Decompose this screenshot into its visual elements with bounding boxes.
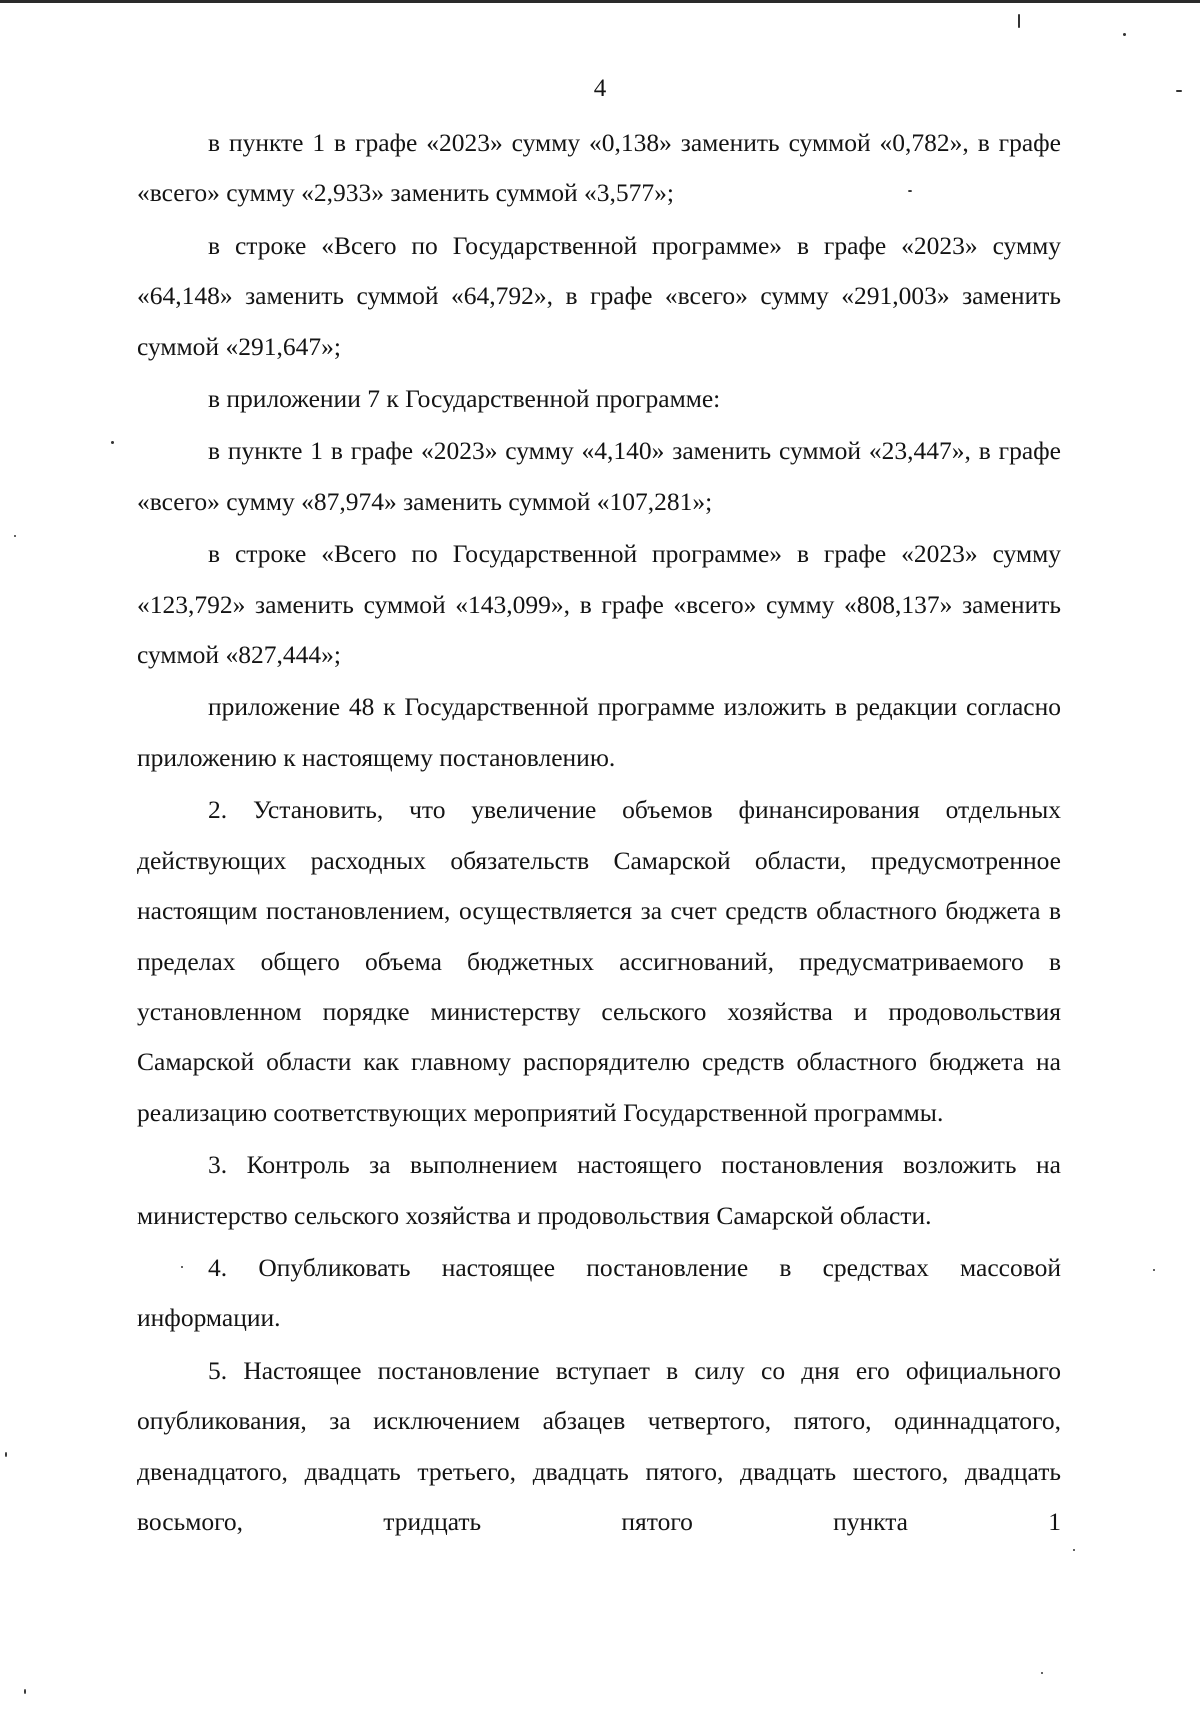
scan-speck: [1176, 90, 1182, 92]
scan-speck: [14, 535, 16, 537]
paragraph: в строке «Всего по Государственной программе» в графе «2023» сумму «123,792» заменить суммой «143,099», в графе «всего» сумму «808,137» заменить суммой «827,444»;: [137, 539, 1061, 670]
scan-speck: [908, 190, 912, 192]
scan-speck: [1153, 1269, 1155, 1271]
scan-speck: [5, 1452, 7, 1457]
scan-speck: [1041, 1672, 1043, 1674]
scan-speck: [181, 1266, 183, 1268]
scan-top-edge: [0, 0, 1200, 3]
paragraph: в приложении 7 к Государственной программе:: [208, 384, 721, 414]
paragraph: 3. Контроль за выполнением настоящего постановления возложить на министерство сельского хозяйства и продовольствия Самарской области.: [137, 1150, 1061, 1230]
paragraph: в пункте 1 в графе «2023» сумму «0,138» заменить суммой «0,782», в графе «всего» сумму «2,933» заменить суммой «3,577»;: [137, 128, 1061, 208]
scan-speck: [24, 1689, 26, 1694]
paragraph: приложение 48 к Государственной программе изложить в редакции согласно приложению к настоящему постановлению.: [137, 692, 1061, 772]
scan-speck: [111, 441, 114, 444]
paragraph: 2. Установить, что увеличение объемов финансирования отдельных действующих расходных обязательств Самарской области, предусмотренное настоящим постановлением, осуществляется за счет средств областного бюджета в пределах общего объема бюджетных ассигнований, предусматриваемого в установленном порядке министерству сельского хозяйства и продовольствия Самарской области как главному распорядителю средств областного бюджета на реализацию соответствующих мероприятий Государственной программы.: [137, 795, 1061, 1127]
paragraph: 4. Опубликовать настоящее постановление в средствах массовой информации.: [137, 1252, 1061, 1333]
page-number: 4: [593, 75, 607, 102]
paragraph: 5. Настоящее постановление вступает в силу со дня его официального опубликования, за исключением абзацев четвертого, пятого, одиннадцатого, двенадцатого, двадцать третьего, двадцать пятого, двадцать шестого, двадцать восьмого, тридцать пятого пункта 1: [137, 1355, 1061, 1536]
scan-speck: [1123, 33, 1126, 36]
document-body: [137, 118, 1061, 1549]
scan-speck: [1073, 1549, 1075, 1551]
paragraph: в пункте 1 в графе «2023» сумму «4,140» заменить суммой «23,447», в графе «всего» сумму «87,974» заменить суммой «107,281»;: [137, 436, 1061, 516]
scan-speck: [1018, 14, 1020, 28]
paragraph: в строке «Всего по Государственной программе» в графе «2023» сумму «64,148» заменить суммой «64,792», в графе «всего» сумму «291,003» заменить суммой «291,647»;: [137, 230, 1061, 361]
